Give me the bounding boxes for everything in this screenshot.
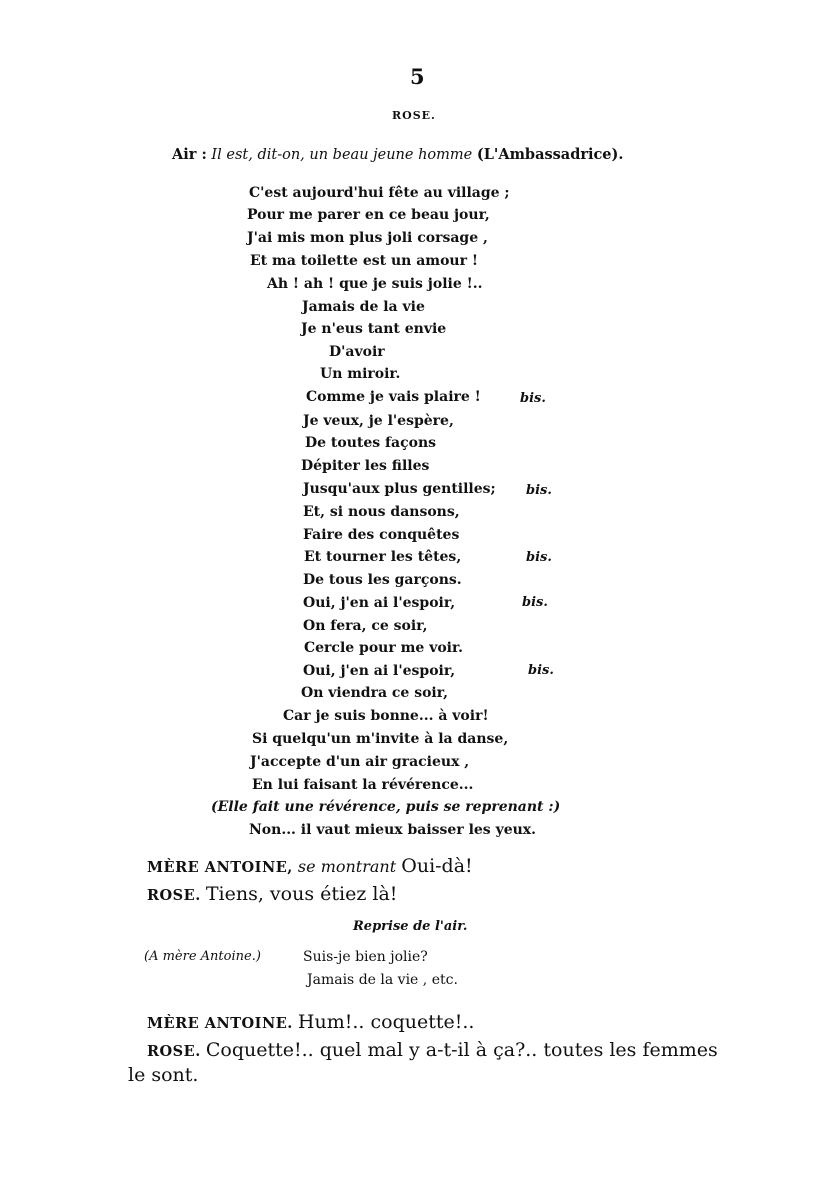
verse-line: J'accepte d'un air gracieux ,: [250, 754, 470, 770]
verse-line: Car je suis bonne... à voir!: [283, 708, 489, 724]
verse-line: J'ai mis mon plus joli corsage ,: [247, 230, 488, 246]
verse-line: Jamais de la vie: [302, 299, 425, 315]
air-title: Il est, dit-on, un beau jeune homme: [211, 147, 473, 163]
verse-line: Suis-je bien jolie?: [303, 949, 428, 965]
bis-marker: bis.: [522, 595, 548, 610]
speaker-name: MÈRE ANTOINE,: [147, 859, 293, 876]
air-label: Air :: [172, 146, 207, 163]
speaker-name: MÈRE ANTOINE.: [147, 1015, 293, 1032]
verse-line: C'est aujourd'hui fête au village ;: [249, 185, 510, 201]
speaker-name: ROSE.: [147, 1043, 201, 1060]
verse-line: D'avoir: [329, 344, 385, 360]
verse-line: De tous les garçons.: [303, 572, 462, 588]
bis-marker: bis.: [526, 550, 552, 565]
verse-line: Jamais de la vie , etc.: [307, 972, 458, 988]
verse-line: Et ma toilette est un amour !: [250, 253, 478, 269]
aside-direction: (A mère Antoine.): [144, 949, 261, 964]
dialogue-text: Tiens, vous étiez là!: [205, 883, 398, 905]
verse-line: Non... il vaut mieux baisser les yeux.: [249, 822, 537, 838]
verse-line: De toutes façons: [305, 435, 437, 451]
dialogue-text: Oui-dà!: [401, 855, 473, 877]
air-line: [172, 148, 623, 163]
verse-line: Je n'eus tant envie: [301, 321, 447, 337]
verse-line: Faire des conquêtes: [303, 527, 460, 543]
dialogue-text: Coquette!.. quel mal y a-t-il à ça?.. toutes les femmes: [205, 1039, 718, 1061]
verse-line: Un miroir.: [320, 366, 401, 382]
verse-line: Comme je vais plaire !: [306, 389, 481, 405]
verse-line: On viendra ce soir,: [301, 685, 448, 701]
verse-line: Oui, j'en ai l'espoir,: [303, 595, 456, 611]
verse-line: Je veux, je l'espère,: [303, 413, 454, 429]
verse-line: Et tourner les têtes,: [304, 549, 462, 565]
stage-direction: se montrant: [297, 857, 397, 876]
verse-line: Si quelqu'un m'invite à la danse,: [252, 731, 509, 747]
speaker-heading: ROSE.: [392, 109, 436, 122]
verse-line: Jusqu'aux plus gentilles;: [303, 481, 496, 497]
dialogue-text: Hum!.. coquette!..: [297, 1011, 475, 1033]
page-number: 5: [410, 64, 425, 89]
verse-line: On fera, ce soir,: [303, 618, 428, 634]
stage-direction: (Elle fait une révérence, puis se reprenant :): [211, 799, 561, 815]
bis-marker: bis.: [520, 391, 546, 406]
dialogue-line-3: [147, 1013, 474, 1032]
verse-line: En lui faisant la révérence...: [252, 777, 474, 793]
speaker-name: ROSE.: [147, 887, 201, 904]
reprise-heading: Reprise de l'air.: [353, 919, 468, 934]
dialogue-line-1: [147, 857, 473, 876]
verse-line: Pour me parer en ce beau jour,: [247, 207, 490, 223]
air-source: (L'Ambassadrice).: [476, 146, 624, 163]
verse-line: Oui, j'en ai l'espoir,: [303, 663, 456, 679]
verse-line: Cercle pour me voir.: [304, 640, 463, 656]
verse-line: Ah ! ah ! que je suis jolie !..: [267, 276, 483, 292]
dialogue-continuation: le sont.: [128, 1064, 199, 1086]
dialogue-line-4: [147, 1041, 718, 1060]
verse-line: Et, si nous dansons,: [303, 504, 460, 520]
dialogue-line-2: [147, 885, 397, 904]
bis-marker: bis.: [528, 663, 554, 678]
verse-line: Dépiter les filles: [301, 458, 430, 474]
bis-marker: bis.: [526, 483, 552, 498]
